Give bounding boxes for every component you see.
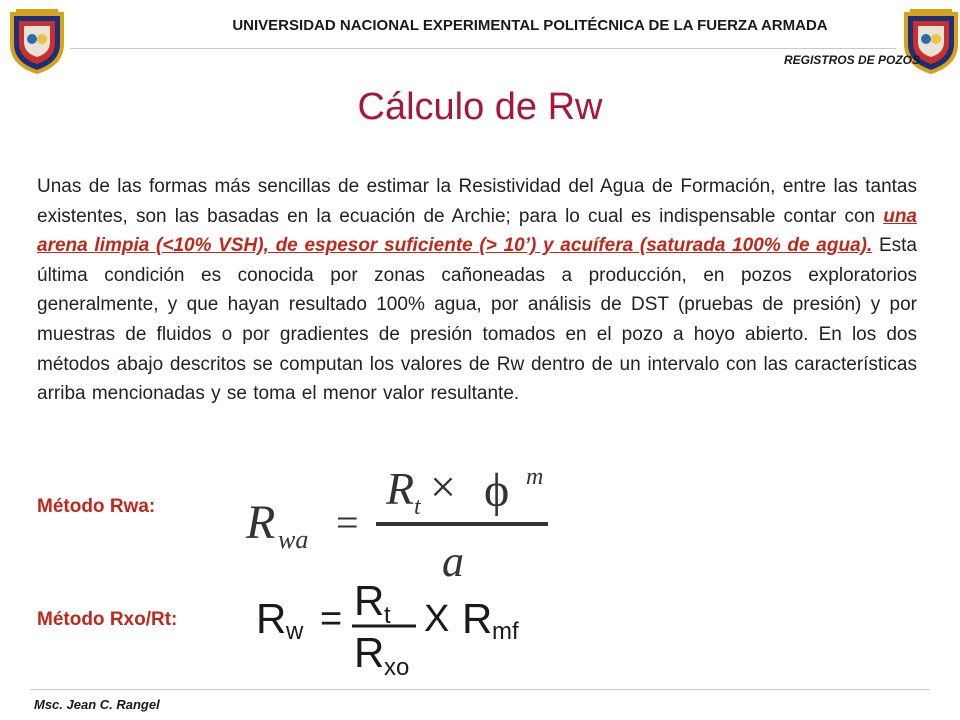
formula-rwa-times: × (430, 462, 456, 512)
university-crest-logo (8, 8, 66, 74)
formula-rw-num-sub: t (384, 602, 391, 629)
formula-rwa-equals: = (336, 500, 359, 545)
formula-rwa-denominator: a (442, 537, 464, 584)
page-title: Cálculo de Rw (357, 86, 603, 128)
formula-rwa-lhs-sub: wa (278, 525, 309, 554)
paragraph-text-end: Esta última condición es conocida por zonas cañoneadas a producción, en pozos exploratorios generalmente, y que hayan resultado 100% agua, por análisis de DST (pruebas de presión) y por muestras de fluidos o por gradientes de presión tomados en el pozo a hoyo abierto. En los dos métodos abajo descritos se computan los valores de Rw dentro de un intervalo con las características arriba mencionadas y se toma el menor valor resultante. (37, 235, 917, 405)
rxo-rt-formula (250, 575, 550, 685)
formula-rwa-lhs: R (246, 496, 276, 549)
highlighted-conditions: una arena limpia (<10% VSH), de espesor suficiente (> 10’) y acuífera (saturada 100% de agua). (37, 205, 917, 257)
formula-rw-num: R (354, 577, 385, 624)
formula-rwa-phi: ϕ (484, 464, 510, 517)
rwa-formula (240, 462, 560, 584)
formula-rw-den-sub: xo (384, 654, 410, 681)
formula-rwa-phi-exp: m (526, 464, 544, 490)
formula-rw-equals: = (320, 598, 343, 640)
formula-rw-rhs-sub: mf (492, 618, 519, 645)
course-subtitle: REGISTROS DE POZOS (783, 53, 920, 67)
university-name: UNIVERSIDAD NACIONAL EXPERIMENTAL POLITÉCNICA DE LA FUERZA ARMADA (232, 17, 828, 34)
formula-rw-times: X (424, 598, 450, 640)
header-divider (70, 48, 896, 49)
formula-rw-rhs: R (462, 595, 493, 642)
method-rxo-rt-label: Método Rxo/Rt: (37, 609, 178, 630)
formula-rw-lhs: R (256, 595, 287, 642)
body-paragraph (37, 172, 917, 409)
footer-divider (30, 689, 930, 690)
formula-rw-lhs-sub: w (286, 618, 304, 645)
formula-rwa-num-r: R (386, 463, 415, 514)
formula-rw-den: R (354, 629, 385, 676)
author-name: Msc. Jean C. Rangel (34, 697, 160, 712)
method-rwa-label: Método Rwa: (37, 496, 156, 517)
paragraph-text-start: Unas de las formas más sencillas de estimar la Resistividad del Agua de Formación, entre las tantas existentes, son las basadas en la ecuación de Archie; para lo cual es indispensable contar con (37, 176, 917, 227)
formula-rwa-num-sub: t (414, 494, 421, 520)
